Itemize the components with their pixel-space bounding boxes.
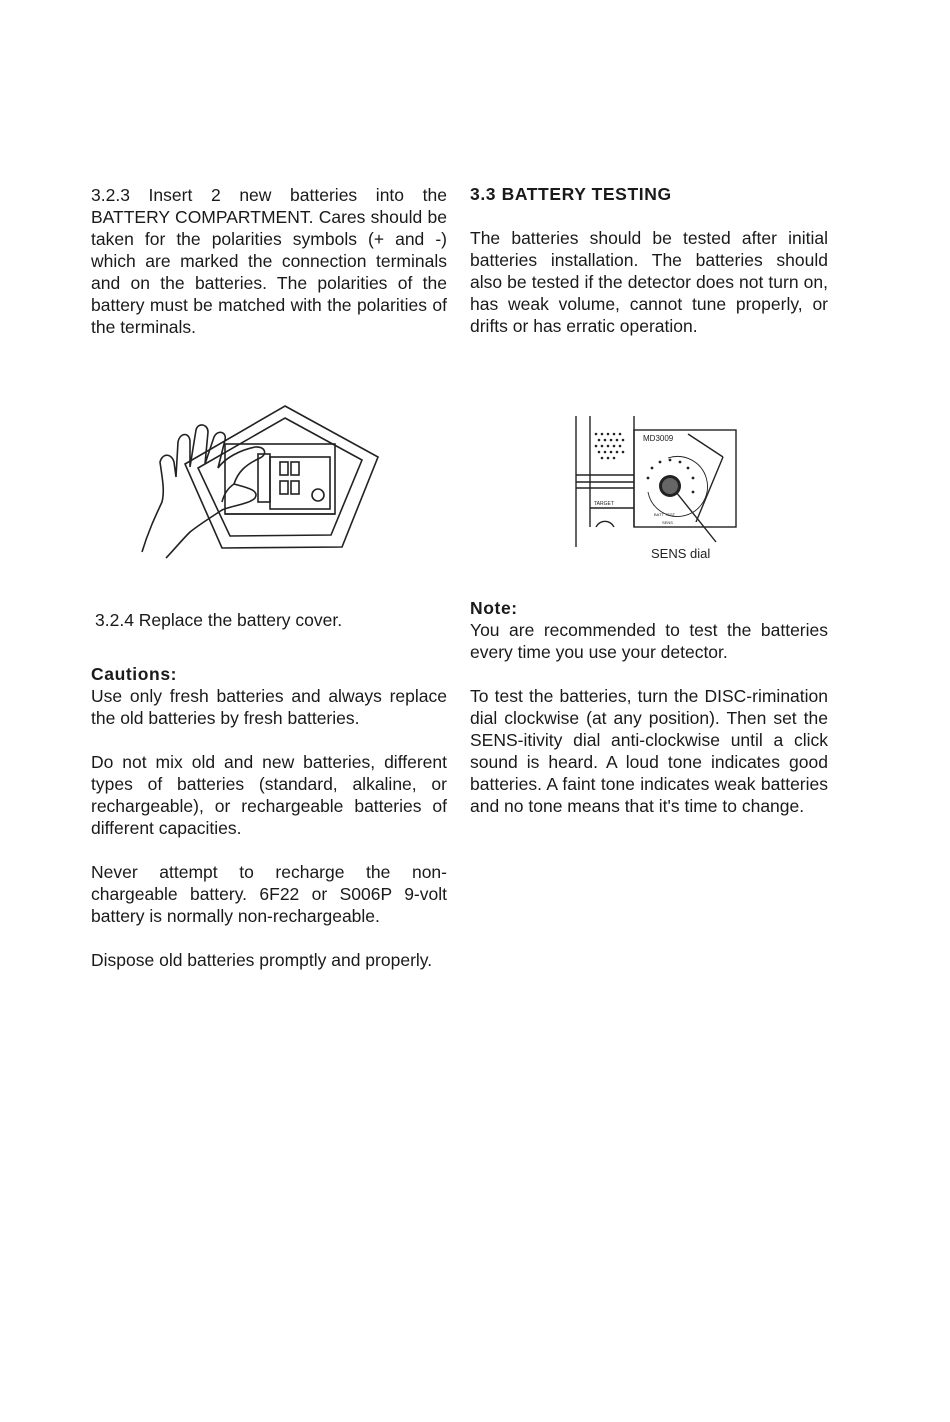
model-label: MD3009 [643,434,674,443]
cautions-heading: Cautions: [91,664,178,684]
cautions-section [91,663,447,971]
caution-3: Never attempt to recharge the non-chargeable battery. 6F22 or S006P 9-volt battery is normally non-rechargeable. [91,862,447,926]
battery-test-instructions: To test the batteries, turn the DISC-rimination dial clockwise (at any position). Then set the SENS-itivity dial anti-clockwise until a click sound is heard. A loud tone indicates good batteries. A faint tone indicates weak batteries and no tone means that it's time to change. [470,686,828,816]
battery-compartment-figure [130,402,390,562]
caution-2: Do not mix old and new batteries, different types of batteries (standard, alkaline, or rechargeable), or rechargeable batteries of different capacities. [91,752,447,838]
caution-4: Dispose old batteries promptly and properly. [91,950,433,970]
target-label: TARGET [594,501,614,507]
paragraph-3-2-3: 3.2.3 Insert 2 new batteries into the BATTERY COMPARTMENT. Cares should be taken for the polarities symbols (+ and -) which are marked the connection terminals and on the batteries. The polarities of the battery must be matched with the polarities of the terminals. [91,185,447,337]
note-text: You are recommended to test the batteries every time you use your detector. [470,620,828,662]
section-3-2-3 [91,184,447,338]
note-heading: Note: [470,598,518,618]
paragraph-3-3: The batteries should be tested after initial batteries installation. The batteries should also be tested if the detector does not turn on, has weak volume, cannot tune properly, or drifts or has erratic operation. [470,228,828,336]
section-3-2-4 [95,609,451,631]
batt-test-label: BATT TEST [654,512,676,517]
pentagon-outline [185,406,378,548]
note-section [470,597,828,817]
heading-3-3: 3.3 BATTERY TESTING [470,184,672,204]
sens-dial-callout: SENS dial [651,546,711,561]
paragraph-3-2-4: 3.2.4 Replace the battery cover. [95,610,343,630]
caution-1: Use only fresh batteries and always replace the old batteries by fresh batteries. [91,686,447,728]
sens-label: SENS [662,520,673,525]
control-panel-figure [548,412,748,567]
section-3-3 [470,183,828,337]
